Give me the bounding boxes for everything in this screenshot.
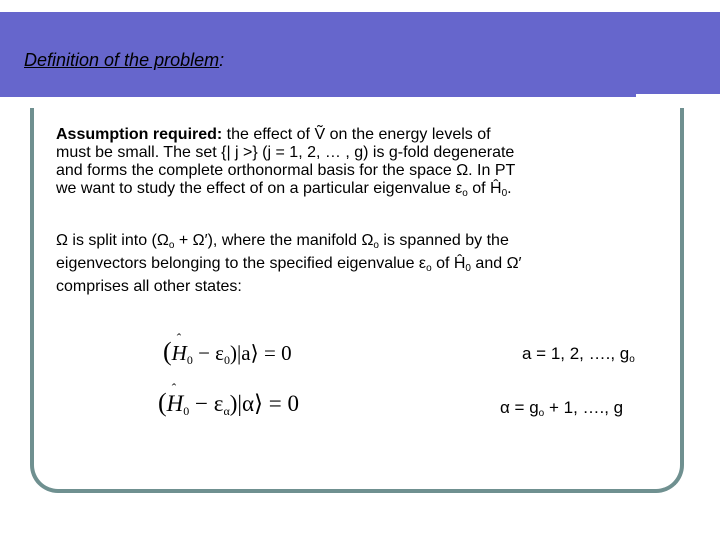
- equation-alpha-epsilon: − ε: [189, 391, 224, 416]
- hamiltonian-subscript-2: 0: [465, 263, 471, 274]
- index-range-a-text: a = 1, 2, …., g: [522, 344, 630, 363]
- split-line-1: [56, 232, 522, 255]
- eigen-equation-a: [163, 337, 292, 368]
- split-line-2-c: and Ω′: [470, 255, 522, 272]
- assumption-line-1: [56, 126, 515, 144]
- index-range-alpha-sub: o: [538, 408, 545, 419]
- split-line-3: comprises all other states:: [56, 278, 242, 295]
- title-underline-gap: [0, 100, 636, 102]
- split-paragraph: [56, 232, 522, 296]
- slide-title-text: Definition of the problem: [24, 50, 220, 70]
- assumption-line-4: [56, 180, 515, 203]
- epsilon-subscript-2: o: [426, 263, 432, 274]
- index-range-alpha: [500, 398, 623, 419]
- slide-title: [24, 50, 224, 71]
- equation-a-epsilon-sub: 0: [224, 353, 231, 367]
- assumption-line-1-rest: the effect of Ṽ on the energy levels of: [222, 126, 491, 143]
- title-underline-rule: [0, 94, 636, 97]
- assumption-line-3: and forms the complete orthonormal basis for the space Ω. In PT: [56, 162, 516, 179]
- split-line-2-b: of Ĥ: [431, 255, 466, 272]
- epsilon-subscript: o: [462, 188, 468, 199]
- equation-alpha-operator: ˆ H: [167, 391, 184, 417]
- split-line-1-c: is spanned by the: [378, 232, 509, 249]
- equation-a-rhs: )|a⟩ = 0: [230, 341, 292, 365]
- slide-title-colon: :: [219, 50, 225, 70]
- index-range-a-sub: o: [629, 354, 635, 365]
- assumption-line-4-c: .: [507, 180, 512, 197]
- equation-alpha-epsilon-sub: α: [223, 404, 230, 418]
- split-line-2-a: eigenvectors belonging to the specified eigenvalue ε: [56, 255, 427, 272]
- equation-alpha-open-paren: (: [158, 388, 167, 417]
- omega-subscript-2: o: [373, 240, 379, 251]
- assumption-line-4-b: of Ĥ: [467, 180, 502, 197]
- split-line-2: [56, 255, 522, 278]
- omega-subscript: o: [168, 240, 175, 251]
- assumption-lead: Assumption required:: [56, 126, 223, 143]
- assumption-line-4-a: we want to study the effect of on a particular eigenvalue ε: [56, 180, 463, 197]
- equation-alpha-rhs: )|α⟩ = 0: [229, 391, 299, 416]
- assumption-line-2: must be small. The set {| j >} (j = 1, 2, … , g) is g-fold degenerate: [56, 144, 515, 161]
- equation-a-operator: ˆ H: [172, 341, 187, 366]
- banner-corner-notch: [692, 0, 720, 12]
- index-range-a: [522, 344, 635, 365]
- eigen-equation-alpha: [158, 388, 299, 419]
- split-line-1-a: Ω is split into (Ω: [56, 232, 169, 249]
- equation-a-epsilon: − ε: [192, 341, 225, 365]
- equation-alpha-operator-sub: 0: [183, 404, 190, 418]
- split-line-1-b: + Ω′), where the manifold Ω: [174, 232, 374, 249]
- equation-a-open-paren: (: [163, 337, 172, 366]
- index-range-alpha-text-a: α = g: [500, 398, 539, 417]
- equation-a-operator-sub: 0: [186, 353, 193, 367]
- index-range-alpha-text-b: + 1, …., g: [544, 398, 624, 417]
- hamiltonian-subscript: 0: [501, 188, 508, 199]
- assumption-paragraph: [56, 126, 515, 203]
